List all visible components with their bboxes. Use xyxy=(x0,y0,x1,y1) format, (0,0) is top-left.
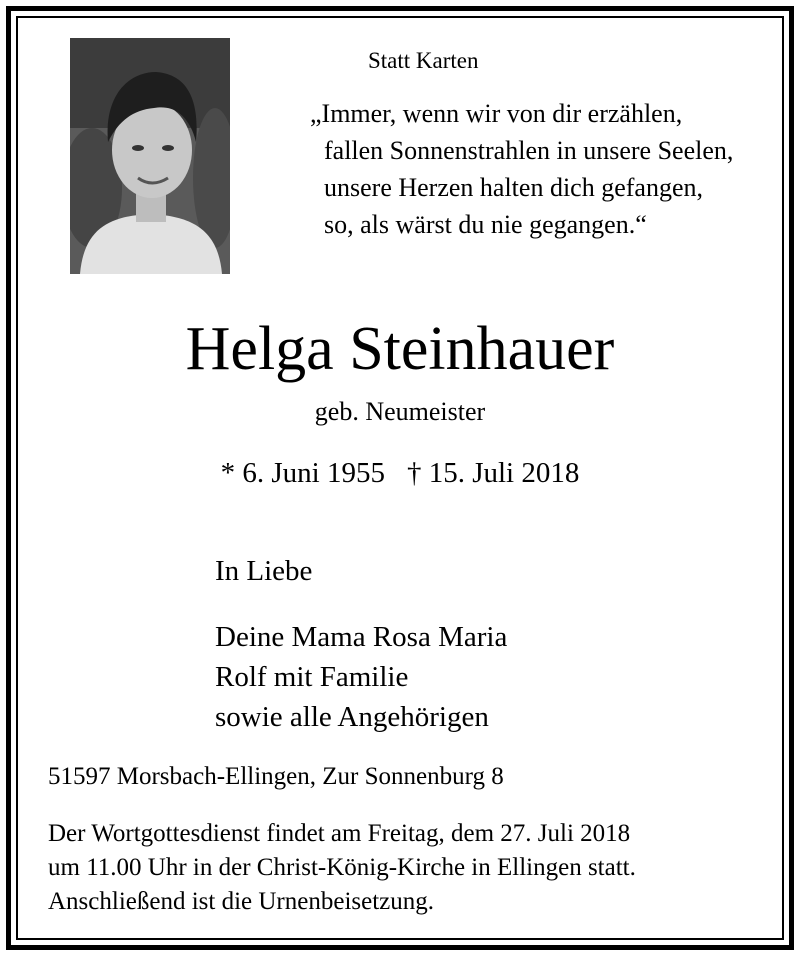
death-date: † 15. Juli 2018 xyxy=(406,457,580,489)
mourners-list xyxy=(215,617,507,737)
birth-date: * 6. Juni 1955 xyxy=(220,457,385,489)
poem-line: so, als wärst du nie gegangen.“ xyxy=(324,210,647,239)
mourner-line: sowie alle Angehörigen xyxy=(215,701,489,733)
service-line: um 11.00 Uhr in der Christ-König-Kirche in Ellingen statt. xyxy=(48,854,636,881)
portrait-photo xyxy=(70,38,230,274)
mourners-intro: In Liebe xyxy=(215,555,313,587)
address: 51597 Morsbach-Ellingen, Zur Sonnenburg 8 xyxy=(48,763,504,790)
poem-line: unsere Herzen halten dich gefangen, xyxy=(324,173,703,202)
poem xyxy=(310,95,733,243)
deceased-name: Helga Steinhauer xyxy=(185,315,615,383)
service-info xyxy=(48,817,636,919)
service-line: Anschließend ist die Urnenbeisetzung. xyxy=(48,888,435,915)
mourner-line: Deine Mama Rosa Maria xyxy=(215,621,508,653)
statt-karten-label: Statt Karten xyxy=(368,48,479,73)
poem-line: fallen Sonnenstrahlen in unsere Seelen, xyxy=(324,136,734,165)
service-line: Der Wortgottesdienst findet am Freitag, dem 27. Juli 2018 xyxy=(48,820,631,847)
birth-name: geb. Neumeister xyxy=(314,397,486,426)
mourner-line: Rolf mit Familie xyxy=(215,661,409,693)
poem-line: „Immer, wenn wir von dir erzählen, xyxy=(310,99,683,128)
life-dates xyxy=(0,459,800,488)
